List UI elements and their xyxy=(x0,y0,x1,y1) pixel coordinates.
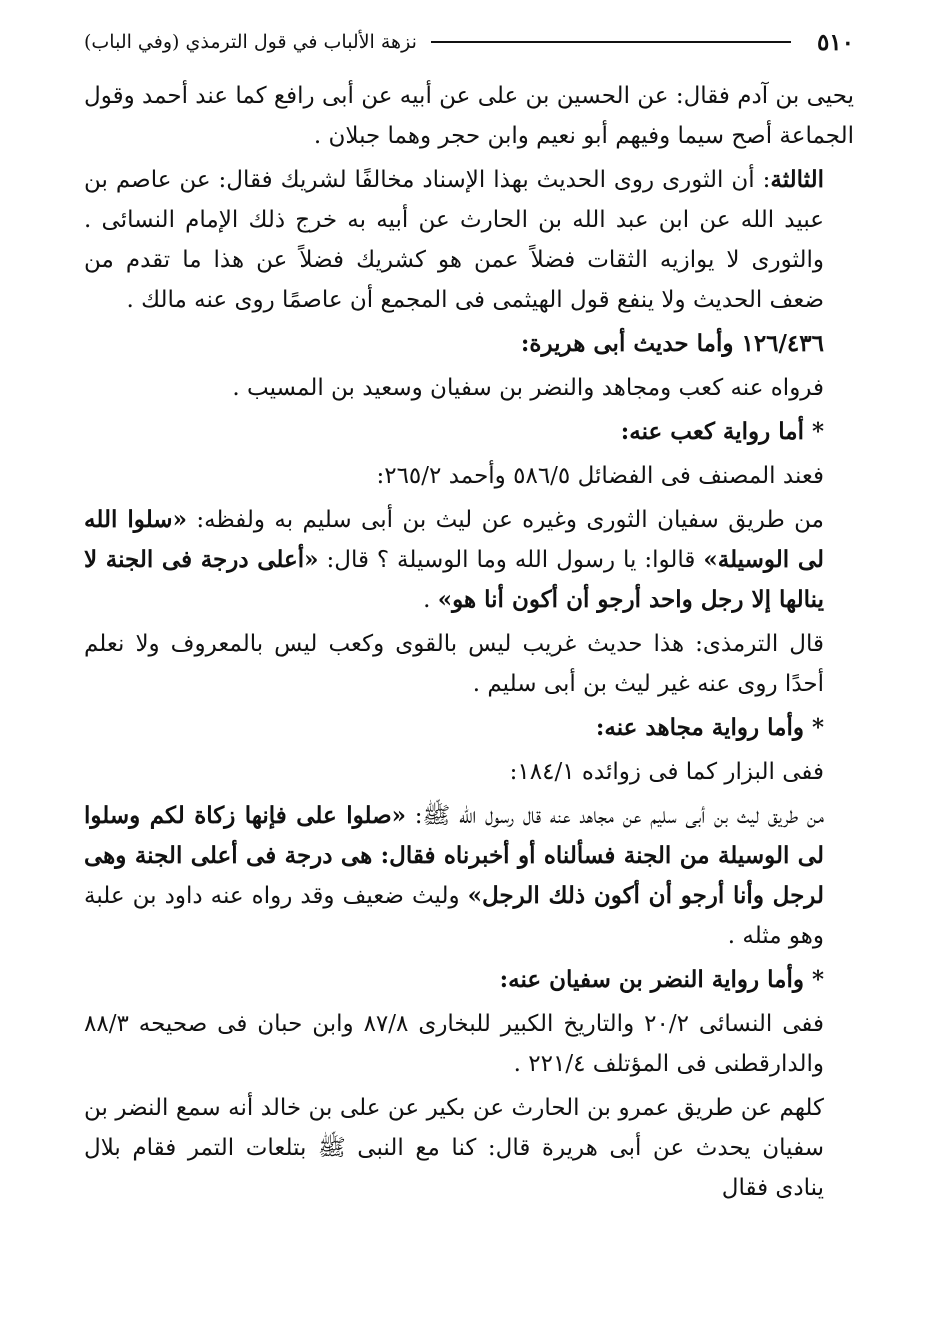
page-number: ٥١٠ xyxy=(816,28,854,56)
subsection-heading: * وأما رواية مجاهد عنه: xyxy=(595,714,824,741)
paragraph: كلهم عن طريق عمرو بن الحارث عن بكير عن على بن خالد أنه سمع النضر بن سفيان يحدث عن أبى هريرة قال: كنا مع النبى ﷺ بتلعات التمر فقام بلال ينادى فقال xyxy=(84,1095,824,1201)
section-heading: ١٢٦/٤٣٦ وأما حديث أبى هريرة: xyxy=(520,330,824,357)
paragraph xyxy=(84,796,854,956)
hadith-quote: «سلوا الله لى الوسيلة» xyxy=(84,506,824,573)
page-header xyxy=(84,22,854,62)
hadith-quote: «أعلى درجة فى الجنة لا ينالها إلا رجل واحد أرجو أن أكون أنا هو» xyxy=(84,546,824,613)
paragraph-text: من طريق ليث بن أبى سليم عن مجاهد عنه قال رسول الله ﷺ: xyxy=(406,803,824,829)
hadith-quote: «صلوا على فإنها زكاة لكم وسلوا لى الوسيلة من الجنة فسألناه أو أخبرناه فقال: هى درجة فى أعلى الجنة وهى لرجل وأنا أرجو أن أكون ذلك الرجل» xyxy=(84,802,825,909)
paragraph xyxy=(84,160,854,320)
running-title: نزهة الألباب في قول الترمذي (وفي الباب) xyxy=(84,31,417,53)
paragraph: فرواه عنه كعب ومجاهد والنضر بن سفيان وسعيد بن المسيب . xyxy=(232,375,824,401)
paragraph: فعند المصنف فى الفضائل ٥٨٦/٥ وأحمد ٢٦٥/٢: xyxy=(376,463,824,489)
paragraph xyxy=(84,500,854,620)
paragraph-text: : أن الثورى روى الحديث بهذا الإسناد مخالفًا لشريك فقال: عن عاصم بن عبيد الله عن ابن عبد الله بن الحارث عن أبيه به خرج ذلك الإمام النسائى . والثورى لا يوازيه الثقات فضلاً عمن هو كشريك فضلاً عن هذا ما تقدم من ضعف الحديث ولا ينفع قول الهيثمى فى المجمع أن عاصمًا روى عنه مالك . xyxy=(84,167,824,313)
subsection-heading: * وأما رواية النضر بن سفيان عنه: xyxy=(499,966,824,993)
header-rule xyxy=(431,41,791,43)
body-text xyxy=(84,76,854,1212)
paragraph: ففى النسائى ٢٠/٢ والتاريخ الكبير للبخارى ٨٧/٨ وابن حبان فى صحيحه ٨٨/٣ والدارقطنى فى المؤتلف ٢٢١/٤ . xyxy=(84,1011,825,1077)
paragraph: ففى البزار كما فى زوائده ١٨٤/١: xyxy=(509,759,824,785)
paragraph: يحيى بن آدم فقال: عن الحسين بن على عن أبيه عن أبى رافع كما عند أحمد وقول الجماعة أصح سيما وفيهم أبو نعيم وابن حجر وهما جبلان . xyxy=(84,83,854,149)
paragraph-text: . xyxy=(423,587,438,613)
paragraph-label: الثالثة xyxy=(770,166,824,193)
subsection-heading: * أما رواية كعب عنه: xyxy=(620,418,824,445)
paragraph-text: وليث ضعيف وقد رواه عنه داود بن علبة وهو مثله . xyxy=(84,883,824,949)
paragraph: قال الترمذى: هذا حديث غريب ليس بالقوى وكعب ليس بالمعروف ولا نعلم أحدًا روى عنه غير ليث بن أبى سليم . xyxy=(84,631,824,697)
paragraph-text: قالوا: يا رسول الله وما الوسيلة ؟ قال: xyxy=(318,547,704,573)
paragraph-text: من طريق سفيان الثورى وغيره عن ليث بن أبى سليم به ولفظه: xyxy=(186,507,824,533)
